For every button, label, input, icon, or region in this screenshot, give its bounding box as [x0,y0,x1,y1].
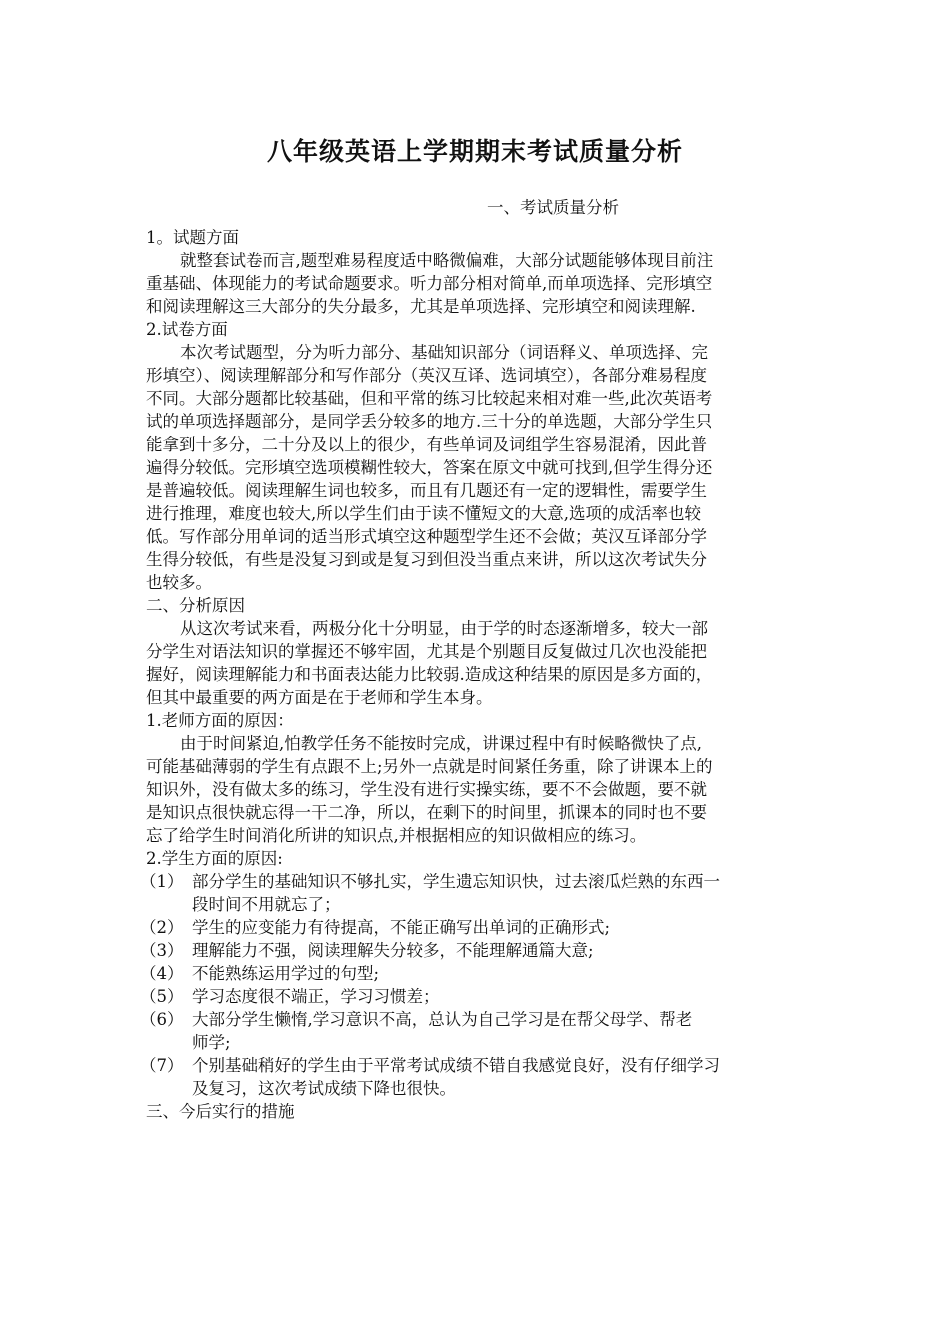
paragraph-line: 握好，阅读理解能力和书面表达能力比较弱.造成这种结果的原因是多方面的， [146,665,713,684]
student-reasons-heading: 2.学生方面的原因: [146,849,283,868]
list-item-number: （6） [140,1010,184,1029]
list-item-line: 大部分学生懒惰,学习意识不高，总认为自己学习是在帮父母学、帮老 [192,1010,693,1029]
paragraph-line: 生得分较低，有些是没复习到或是复习到但没当重点来讲，所以这次考试失分 [146,550,707,569]
list-item-number: （2） [140,918,184,937]
list-item [140,985,810,1008]
section3-heading: 三、今后实行的措施 [146,1102,295,1121]
list-item-line: 理解能力不强，阅读理解失分较多，不能理解通篇大意; [192,941,594,960]
list-item-line: 及复习，这次考试成绩下降也很快。 [192,1079,456,1098]
paragraph-line: 遍得分较低。完形填空选项模糊性较大，答案在原文中就可找到,但学生得分还 [146,458,713,477]
section2-heading: 二、分析原因 [146,596,245,615]
paragraph-line: 可能基础薄弱的学生有点跟不上;另外一点就是时间紧任务重，除了讲课本上的 [146,757,713,776]
paragraph-line: 是普遍较低。阅读理解生词也较多，而且有几题还有一定的逻辑性，需要学生 [146,481,707,500]
paragraph-line: 能拿到十多分，二十分及以上的很少，有些单词及词组学生容易混淆，因此普 [146,435,707,454]
paragraph-line: 进行推理，难度也较大,所以学生们由于读不懂短文的大意,选项的成活率也较 [146,504,701,523]
list-item [140,962,810,985]
paragraph-line: 形填空）、阅读理解部分和写作部分（英汉互译、选词填空），各部分难易程度 [146,366,707,385]
list-item-number: （7） [140,1056,184,1075]
paragraph-line: 从这次考试来看，两极分化十分明显，由于学的时态逐渐增多，较大一部 [180,619,708,638]
list-item [140,916,810,939]
section1-heading: 一、考试质量分析 [487,198,619,217]
paragraph-line: 本次考试题型，分为听力部分、基础知识部分（词语释义、单项选择、完 [180,343,708,362]
paragraph-line: 分学生对语法知识的掌握还不够牢固，尤其是个别题目反复做过几次也没能把 [146,642,707,661]
paragraph-line: 就整套试卷而言,题型难易程度适中略微偏难，大部分试题能够体现目前注 [180,251,714,270]
sub1-heading: 1。试题方面 [146,228,239,247]
paragraph-line: 试的单项选择题部分，是同学丢分较多的地方.三十分的单选题，大部分学生只 [146,412,713,431]
paragraph-line: 也较多。 [146,573,212,592]
paragraph-line: 但其中最重要的两方面是在于老师和学生本身。 [146,688,493,707]
section2-paragraph [146,617,810,709]
list-item [140,1008,810,1054]
sub2-heading: 2.试卷方面 [146,320,228,339]
paragraph-line: 不同。大部分题都比较基础，但和平常的练习比较起来相对难一些,此次英语考 [146,389,713,408]
list-item [140,1054,810,1100]
paragraph-line: 重基础、体现能力的考试命题要求。听力部分相对简单,而单项选择、完形填空 [146,274,713,293]
list-item-line: 段时间不用就忘了； [192,895,341,914]
document-body [140,196,810,1123]
document-title: 八年级英语上学期期末考试质量分析 [266,137,683,166]
sub2-paragraph [146,341,810,594]
paragraph-line: 是知识点很快就忘得一干二净，所以，在剩下的时间里，抓课本的同时也不要 [146,803,707,822]
teacher-reasons-paragraph [146,732,810,847]
paragraph-line: 和阅读理解这三大部分的失分最多，尤其是单项选择、完形填空和阅读理解. [146,297,696,316]
paragraph-line: 知识外，没有做太多的练习，学生没有进行实操实练，要不不会做题，要不就 [146,780,707,799]
list-item-line: 不能熟练运用学过的句型; [192,964,380,983]
list-item-line: 师学; [192,1033,231,1052]
paragraph-line: 低。写作部分用单词的适当形式填空这种题型学生还不会做；英汉互译部分学 [146,527,707,546]
list-item [140,870,810,916]
list-item-line: 学习态度很不端正，学习习惯差； [192,987,440,1006]
paragraph-line: 忘了给学生时间消化所讲的知识点,并根据相应的知识做相应的练习。 [146,826,647,845]
list-item [140,939,810,962]
teacher-reasons-heading: 1.老师方面的原因： [146,711,294,730]
list-item-number: （1） [140,872,184,891]
list-item-number: （3） [140,941,184,960]
student-reasons-list [140,870,810,1100]
paragraph-line: 由于时间紧迫,怕教学任务不能按时完成，讲课过程中有时候略微快了点, [180,734,702,753]
list-item-line: 部分学生的基础知识不够扎实，学生遗忘知识快，过去滚瓜烂熟的东西一 [192,872,720,891]
list-item-line: 个别基础稍好的学生由于平常考试成绩不错自我感觉良好，没有仔细学习 [192,1056,720,1075]
list-item-line: 学生的应变能力有待提高，不能正确写出单词的正确形式; [192,918,611,937]
list-item-number: （5） [140,987,184,1006]
sub1-paragraph [146,249,810,318]
list-item-number: （4） [140,964,184,983]
